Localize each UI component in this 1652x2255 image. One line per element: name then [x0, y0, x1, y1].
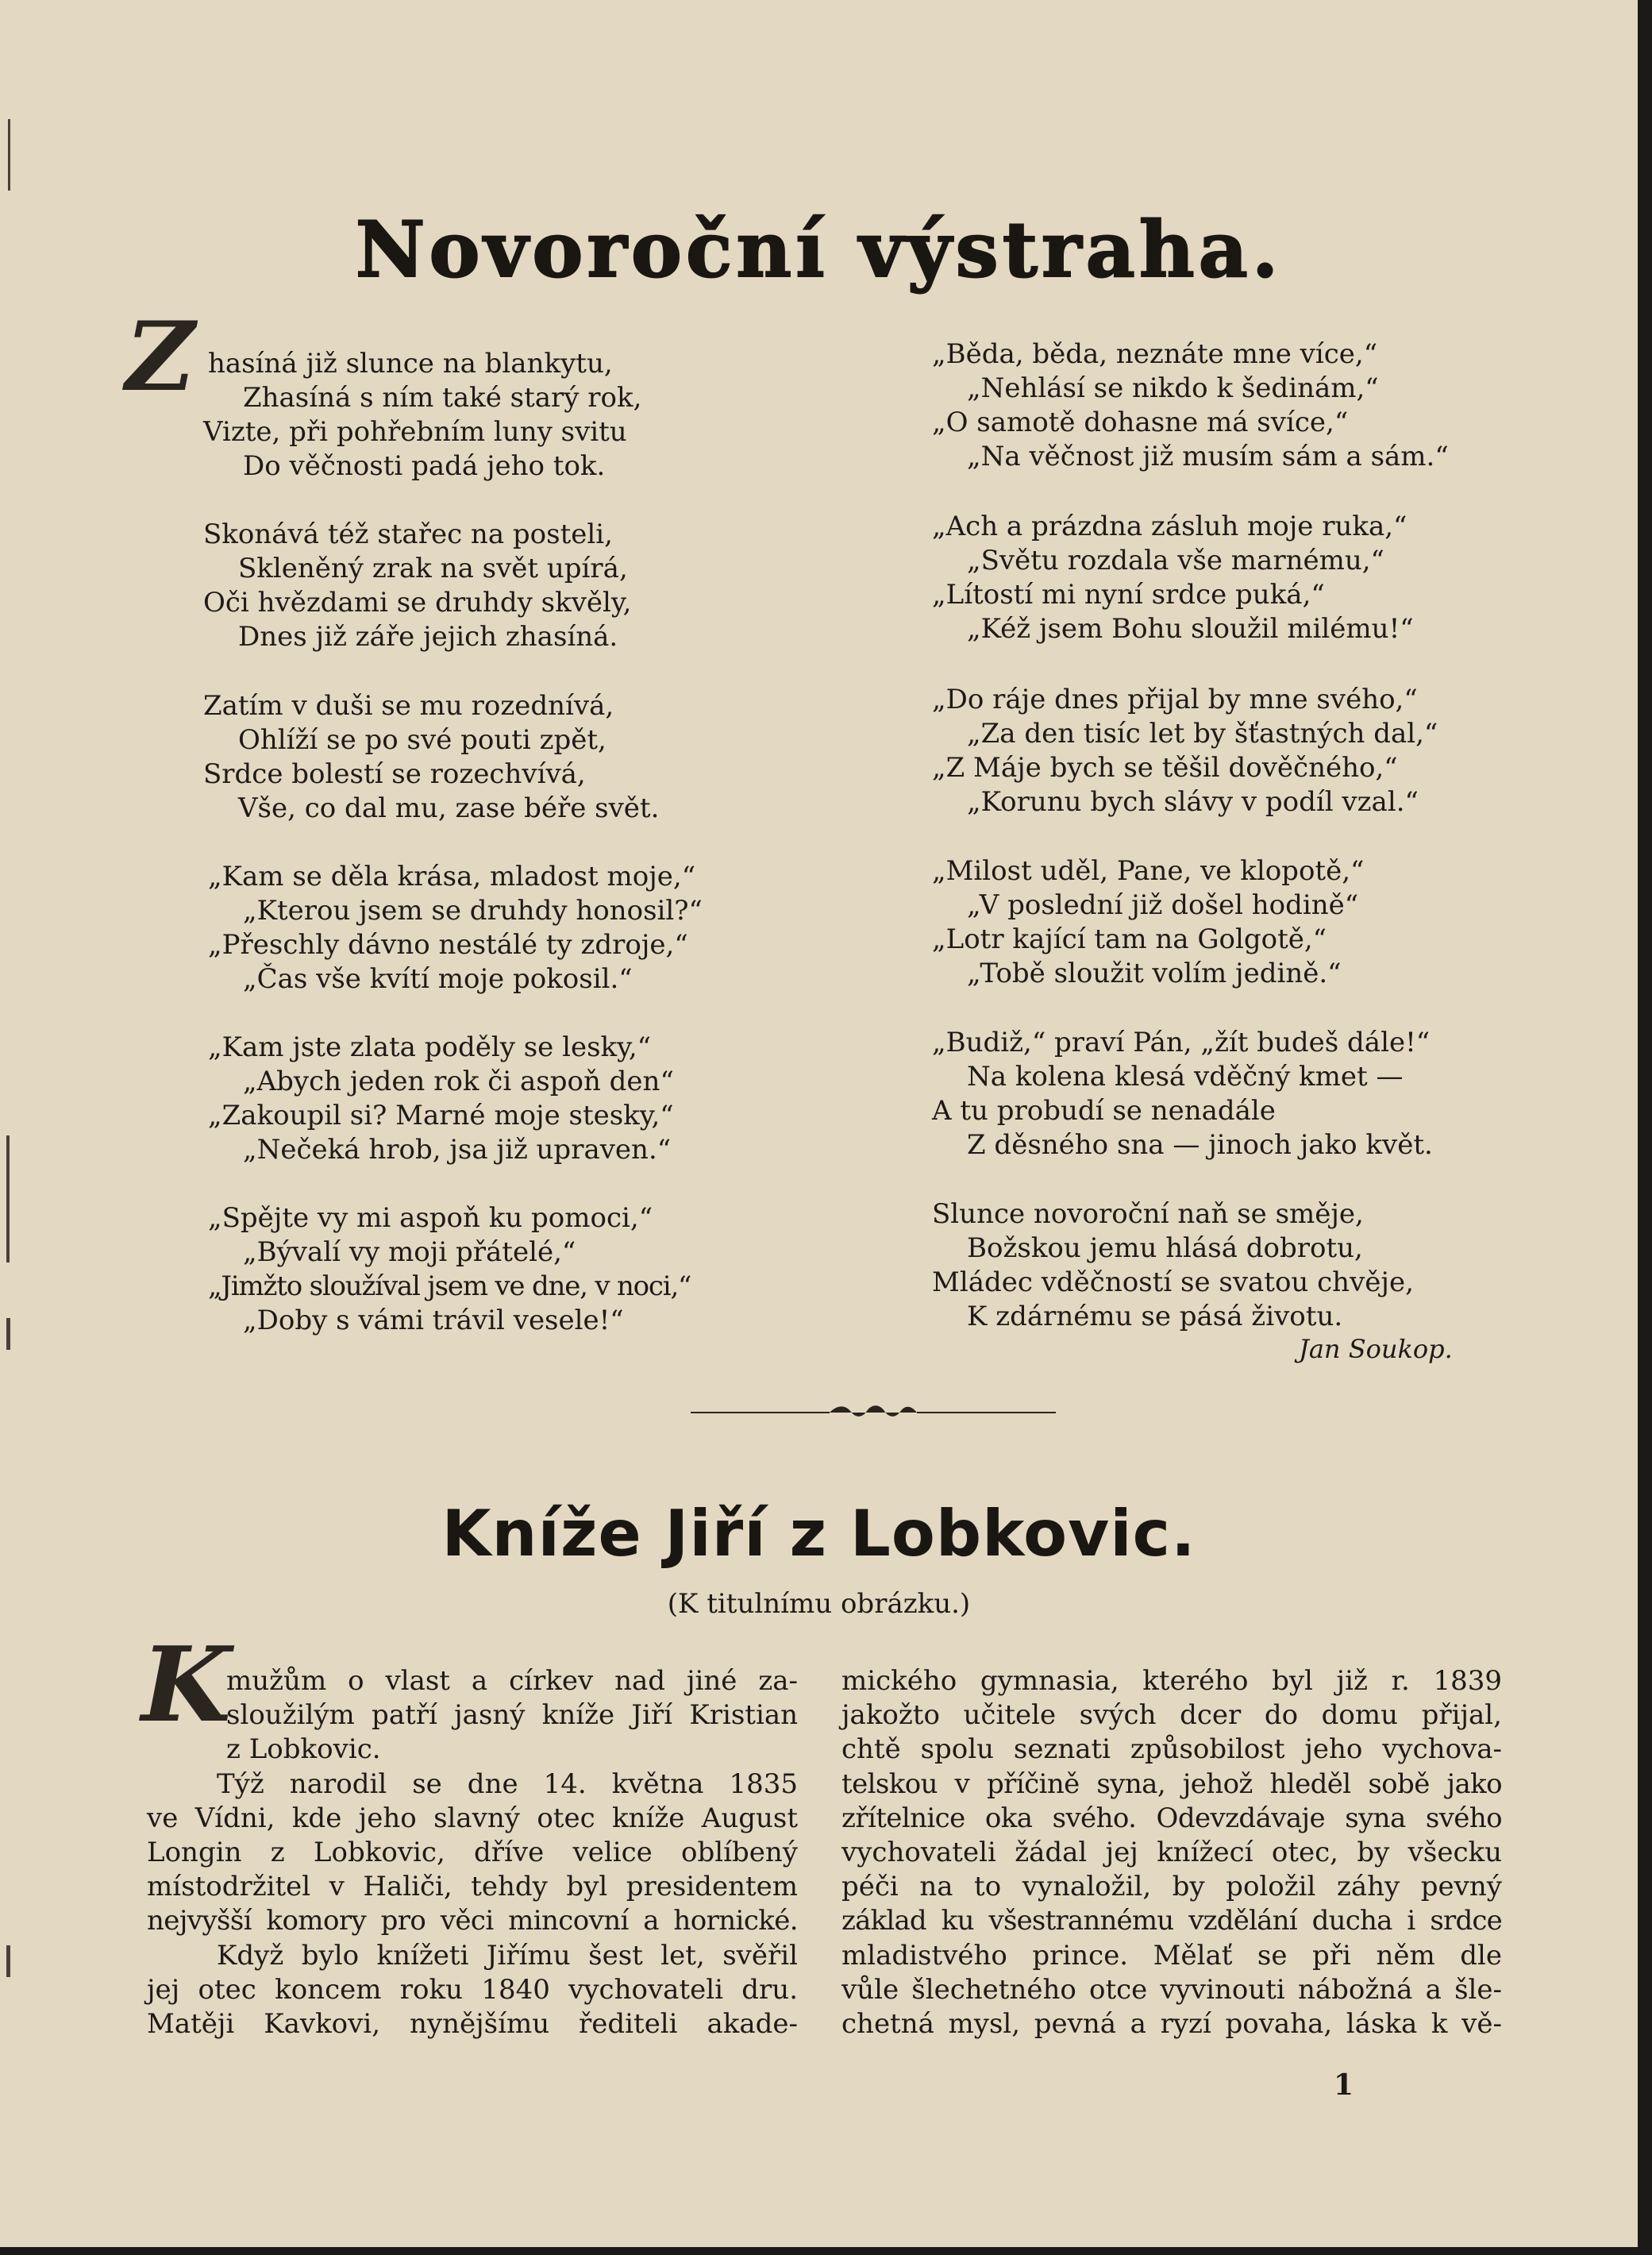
poem-line: Z děsného sna — jinoch jako květ. — [967, 1129, 1433, 1161]
article-line: zřítelnice oka svého. Odevzdávaje syna svého — [841, 1802, 1502, 1834]
poem-line: „Zakoupil si? Marné moje stesky,“ — [208, 1100, 674, 1131]
poem-line: „Nehlásí se nikdo k šedinám,“ — [967, 372, 1379, 404]
poem-stanza — [932, 854, 1364, 991]
article-line: péči na to vynaložil, by položil záhy pevný — [841, 1871, 1502, 1903]
article-line: základ ku všestrannému vzdělání ducha i srdce — [841, 1905, 1502, 1937]
poem-stanza — [208, 1031, 674, 1167]
poem-line: „Korunu bych slávy v podíl vzal.“ — [967, 786, 1419, 818]
poem-line: „V poslední již došel hodině“ — [967, 889, 1359, 921]
poem-stanza — [932, 683, 1438, 819]
article-line: vychovateli žádal jej knížecí otec, by všecku — [841, 1837, 1502, 1869]
scan-mark — [8, 119, 10, 191]
poem-line: „Doby s vámi trávil vesele!“ — [243, 1305, 624, 1336]
poem-line: Do věčnosti padá jeho tok. — [243, 450, 606, 482]
poem-line: „Jimžto sloužíval jsem ve dne, v noci,“ — [208, 1270, 691, 1302]
poem-line: „Bývalí vy moji přátelé,“ — [243, 1236, 576, 1268]
poem-stanza — [932, 1197, 1414, 1334]
article-column-right — [841, 1664, 1502, 2041]
poem-author: Jan Soukop. — [1299, 1334, 1453, 1364]
page-number: 1 — [1334, 2068, 1354, 2102]
article-line: nejvyšší komory pro věci mincovní a hornické. — [147, 1905, 798, 1937]
poem-line: „Budiž,“ praví Pán, „žít budeš dále!“ — [932, 1027, 1431, 1058]
article-dropcap: K — [141, 1624, 231, 1745]
article-line: Matěji Kavkovi, nynějšímu řediteli akade- — [147, 2008, 798, 2041]
poem-stanza — [208, 1201, 691, 1338]
poem-line: „Z Máje bych se těšil dověčného,“ — [932, 752, 1398, 784]
poem-line: „Lítostí mi nyní srdce puká,“ — [932, 579, 1325, 611]
poem-line: A tu probudí se nenadále — [932, 1095, 1276, 1127]
scan-mark — [6, 1135, 10, 1262]
article-line: mického gymnasia, kterého byl již r. 1839 — [841, 1665, 1502, 1697]
article-line: vůle šlechetného otce vyvinouti nábožná a šle- — [841, 1973, 1502, 2006]
article-title: Kníže Jiří z Lobkovic. — [441, 1497, 1196, 1571]
poem-line: Slunce novoroční naň se směje, — [932, 1198, 1364, 1230]
poem-line: „Nečeká hrob, jsa již upraven.“ — [243, 1134, 672, 1166]
poem-line: Zhasíná s ním také starý rok, — [243, 382, 642, 414]
article-line: Týž narodil se dne 14. května 1835 — [217, 1767, 798, 1800]
poem-stanza — [932, 1026, 1433, 1162]
article-line: mladistvého prince. Mělať se při něm dle — [841, 1939, 1502, 1972]
article-line: telskou v příčině syna, jehož hleděl sobě jako — [841, 1767, 1502, 1800]
poem-line: „Světu rozdala vše marnému,“ — [967, 545, 1384, 576]
poem-line: „O samotě dohasne má svíce,“ — [932, 407, 1349, 438]
poem-line: Skleněný zrak na svět upírá, — [238, 553, 628, 584]
article-line: sloužilým patří jasný kníže Jiří Kristian — [226, 1699, 798, 1732]
poem-line: Oči hvězdami se druhdy skvěly, — [203, 587, 632, 619]
poem-line: „Kam jste zlata poděly se lesky,“ — [208, 1031, 652, 1063]
poem-line: „Čas vše kvítí moje pokosil.“ — [243, 963, 633, 995]
poem-line: Na kolena klesá vděčný kmet — — [967, 1061, 1404, 1093]
poem-line: „Tobě sloužit volím jedině.“ — [967, 958, 1342, 989]
poem-line: „Lotr kající tam na Golgotě,“ — [932, 923, 1327, 955]
poem-line: Zatím v duši se mu rozednívá, — [203, 690, 614, 722]
poem-line: „Kam se děla krása, mladost moje,“ — [208, 861, 696, 892]
scan-mark — [6, 1945, 10, 1977]
article-line: chtě spolu seznati způsobilost jeho vychova- — [841, 1733, 1502, 1766]
article-column-left — [147, 1664, 798, 2041]
article-line: místodržitel v Haliči, tehdy byl presidentem — [147, 1871, 798, 1903]
poem-line: „Za den tisíc let by šťastných dal,“ — [967, 718, 1438, 750]
poem-line: Skonává též stařec na posteli, — [203, 518, 613, 550]
poem-line: Vše, co dal mu, zase béře svět. — [238, 792, 660, 824]
poem-line: „Běda, běda, neznáte mne více,“ — [932, 338, 1378, 370]
poem-line: „Na věčnost již musím sám a sám.“ — [967, 441, 1449, 472]
poem-line: Dnes již záře jejich zhasíná. — [238, 621, 618, 653]
poem-line: „Milost uděl, Pane, ve klopotě,“ — [932, 855, 1365, 887]
poem-line: „Přeschly dávno nestálé ty zdroje,“ — [208, 929, 688, 961]
poem-line: hasíná již slunce na blankytu, — [208, 348, 613, 380]
poem-line: „Spějte vy mi aspoň ku pomoci,“ — [208, 1202, 653, 1234]
poem-stanza — [932, 510, 1414, 646]
poem-dropcap: Z — [125, 301, 195, 413]
scan-mark — [6, 1318, 10, 1350]
poem-line: Božskou jemu hlásá dobrotu, — [967, 1232, 1363, 1264]
article-line: jakožto učitele svých dcer do domu přijal, — [841, 1699, 1502, 1732]
article-line: Když bylo knížeti Jiřímu šest let, svěřil — [217, 1939, 798, 1972]
ornament-divider-icon — [691, 1401, 1056, 1424]
poem-line: Ohlíží se po své pouti zpět, — [238, 724, 607, 756]
poem-stanza — [203, 518, 631, 654]
article-line: ve Vídni, kde jeho slavný otec kníže August — [147, 1802, 798, 1834]
poem-stanza — [203, 347, 642, 484]
article-subtitle: (K titulnímu obrázku.) — [667, 1588, 971, 1620]
article-line: z Lobkovic. — [226, 1733, 381, 1766]
poem-stanza — [932, 337, 1449, 474]
article-line: jej otec koncem roku 1840 vychovateli dru. — [147, 1973, 798, 2006]
poem-line: „Kterou jsem se druhdy honosil?“ — [243, 895, 703, 927]
poem-line: Vizte, při pohřebním luny svitu — [203, 416, 627, 448]
poem-line: „Ach a prázdna zásluh moje ruka,“ — [932, 511, 1407, 542]
poem-title: Novoroční výstraha. — [355, 205, 1283, 295]
article-line: chetná mysl, pevná a ryzí povaha, láska k vě- — [841, 2008, 1502, 2041]
poem-line: Mládec vděčností se svatou chvěje, — [932, 1266, 1414, 1298]
poem-line: „Do ráje dnes přijal by mne svého,“ — [932, 684, 1418, 715]
poem-line: K zdárnému se pásá životu. — [967, 1301, 1343, 1332]
article-line: mužům o vlast a církev nad jiné za- — [226, 1665, 798, 1697]
poem-line: „Kéž jsem Bohu sloužil milému!“ — [967, 613, 1414, 645]
article-line: Longin z Lobkovic, dříve velice oblíbený — [147, 1837, 798, 1869]
poem-stanza — [203, 689, 659, 826]
poem-stanza — [208, 860, 703, 996]
poem-line: Srdce bolestí se rozechvívá, — [203, 758, 586, 790]
poem-line: „Abych jeden rok či aspoň den“ — [243, 1066, 674, 1097]
